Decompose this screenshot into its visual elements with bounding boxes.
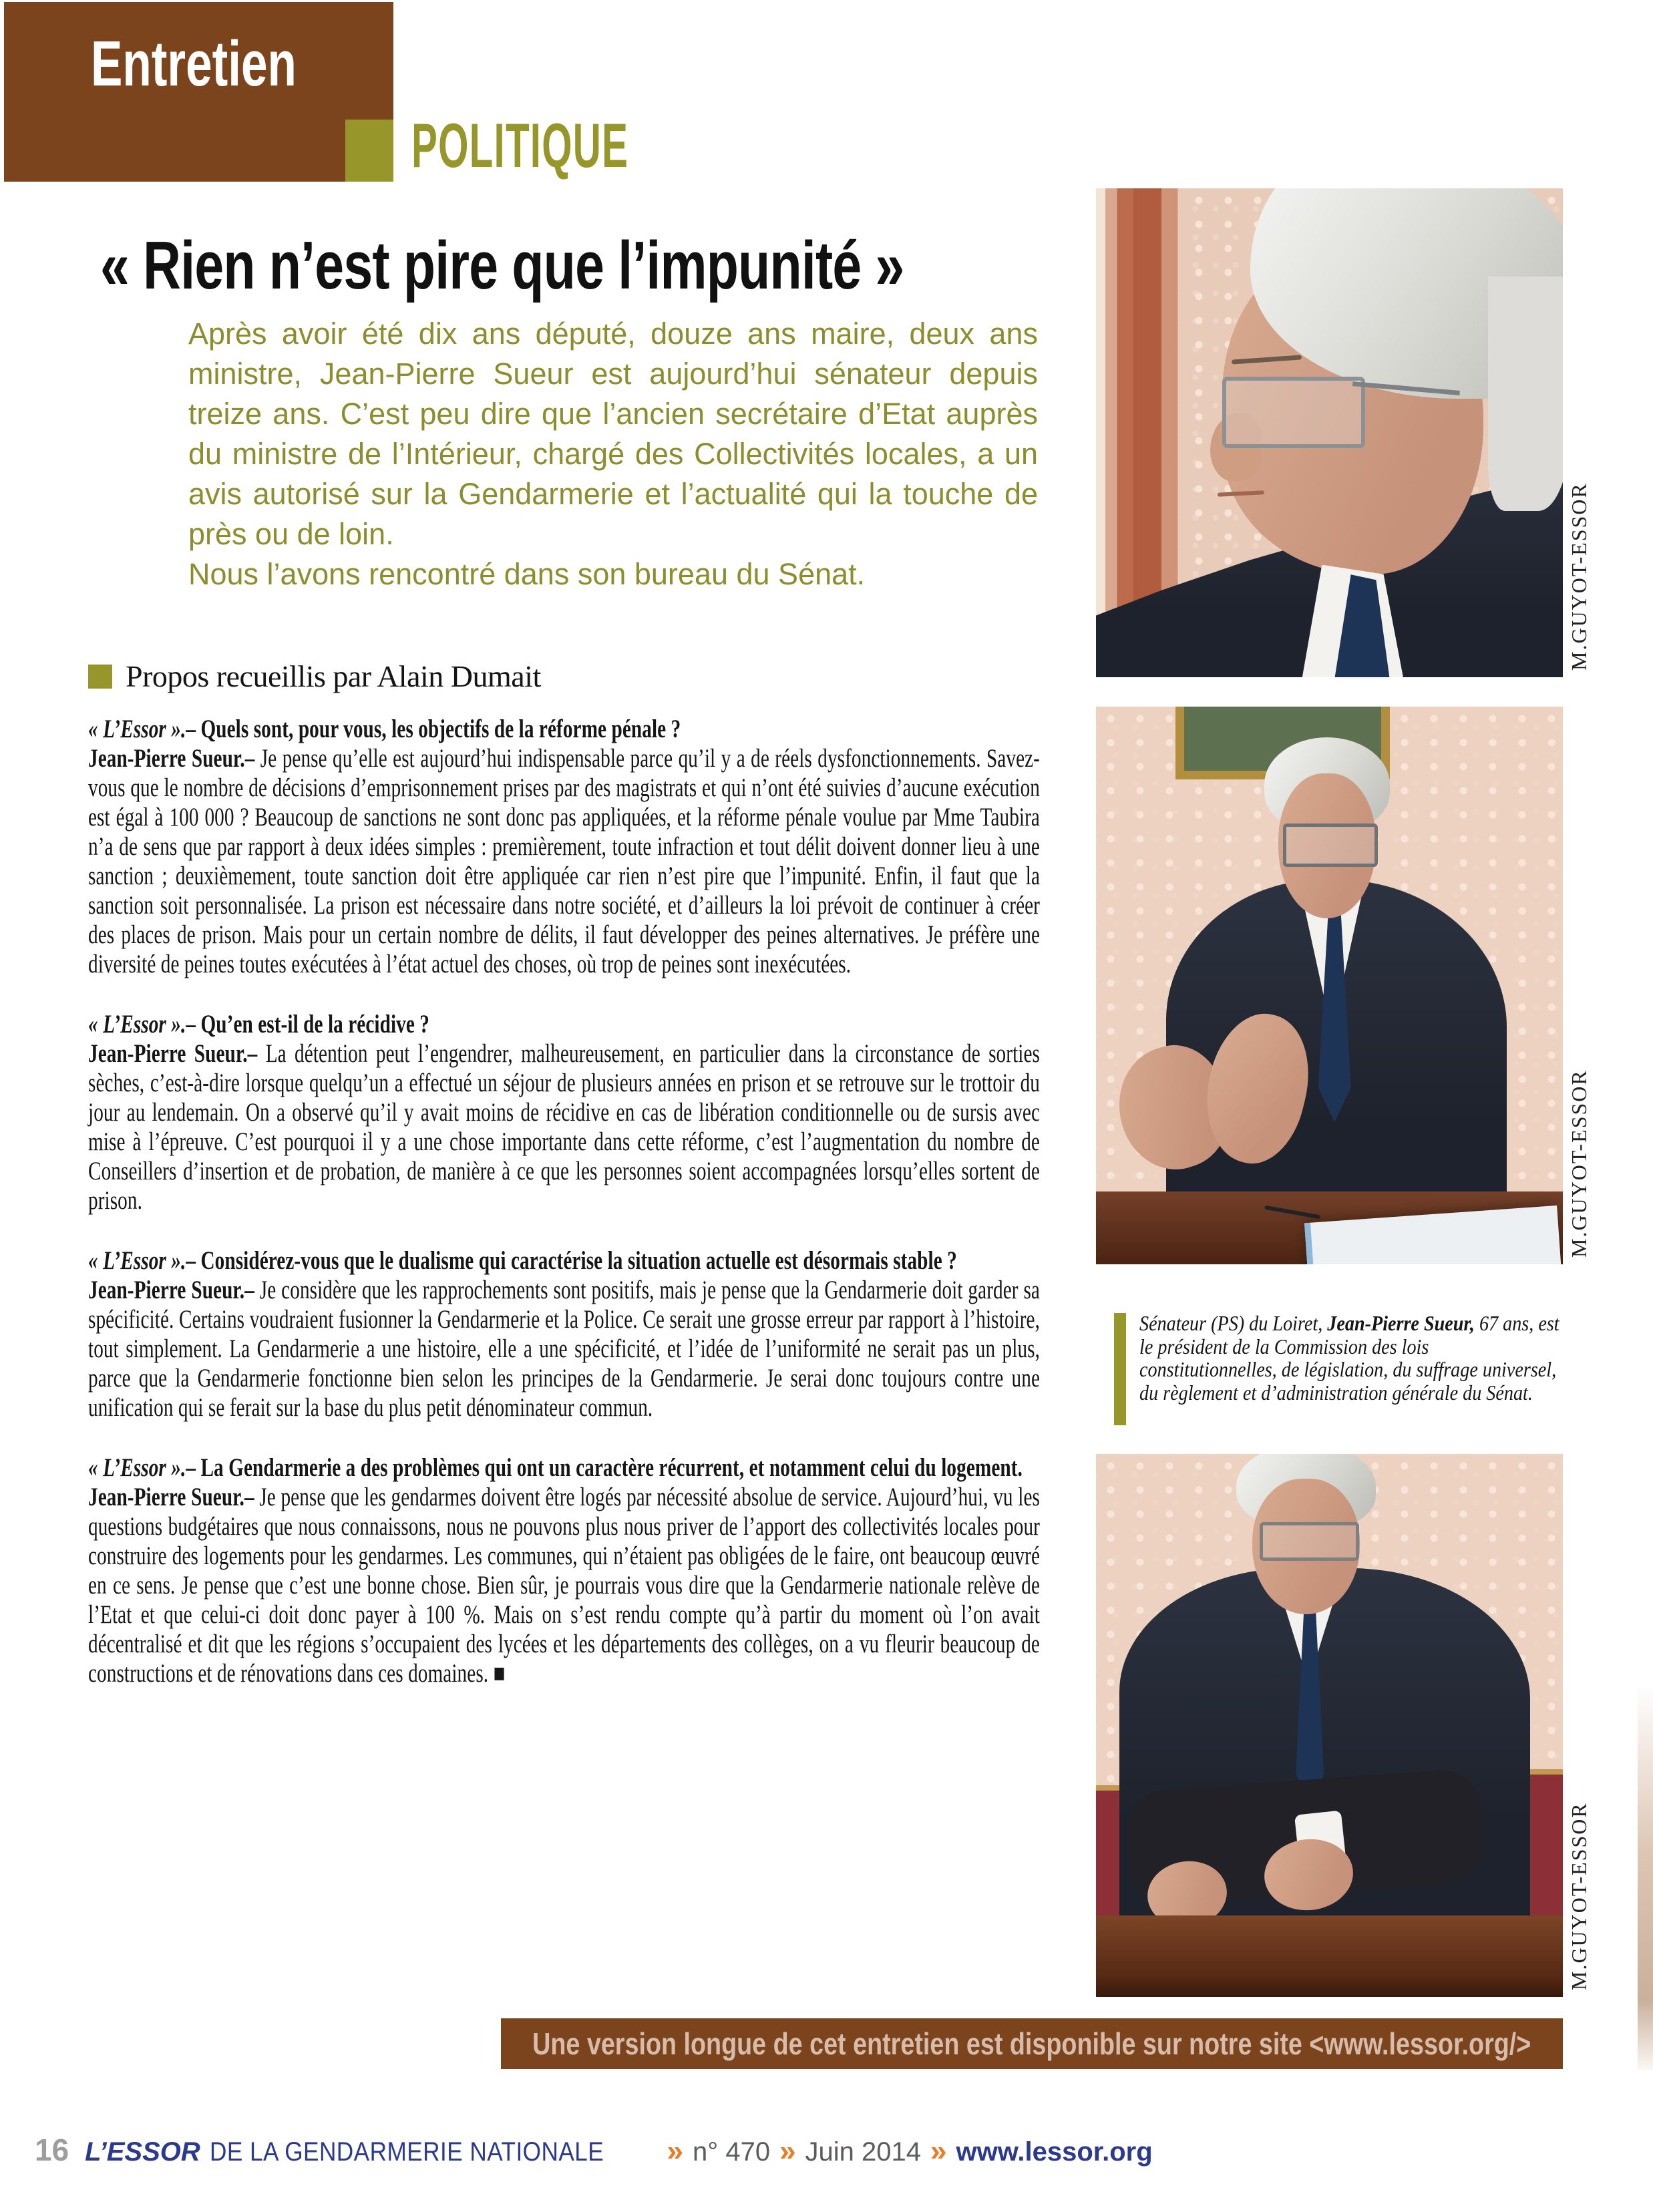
desk	[1096, 1915, 1563, 1997]
question-4: « L’Essor ».– La Gendarmerie a des problèmes qui ont un caractère récurrent, et notamment celui du logement.	[88, 1453, 1023, 1482]
question-1: « L’Essor ».– Quels sont, pour vous, les objectifs de la réforme pénale ?	[88, 715, 681, 743]
byline-square-icon	[88, 665, 112, 689]
section-label	[91, 27, 369, 101]
article-body	[88, 715, 1040, 1688]
intro-text-1: Après avoir été dix ans député, douze ans maire, deux ans ministre, Jean-Pierre Sueur est aujourd’hui sénateur depuis treize ans. C’est peu dire que l’ancien secrétaire d’Etat auprès du ministre de l’Intérieur, chargé des Collectivités locales, a un avis autorisé sur la Gendarmerie et l’actualité qui la touche de près ou de loin.	[188, 317, 1038, 551]
intro-paragraph	[188, 314, 1038, 594]
caption-accent-bar	[1114, 1313, 1126, 1425]
page-number: 16	[35, 2133, 69, 2167]
photo-gesturing-at-desk	[1096, 707, 1563, 1264]
section-label-text: Entretien	[91, 28, 297, 100]
glasses	[1283, 823, 1379, 866]
category-label	[411, 112, 762, 179]
photo-credit: M.GUYOT-ESSOR	[1567, 1069, 1591, 1258]
glasses	[1222, 377, 1366, 448]
speaker-name: Jean-Pierre Sueur.–	[88, 1039, 258, 1068]
answer-3: Jean-Pierre Sueur.– Je considère que les rapprochements sont positifs, mais je pense que la Gendarmerie doit garder sa spécificité. Certains voudraient fusionner la Gendarmerie et la Police. Ce serait une grosse erreur par rapport à l’histoire, tout simplement. La Gendarmerie a une histoire, elle a une spécificité, et l’idée de l’uniformité ne serait pas un plus, parce que la Gendarmerie fonctionne bien selon les principes de la Gendarmerie. Je serai donc toujours contre une unification qui se ferait sur la base du plus petit dénominateur commun.	[88, 1276, 1040, 1422]
speaker-name: Jean-Pierre Sueur.–	[88, 744, 255, 773]
footer-date: Juin 2014	[805, 2137, 922, 2167]
end-of-article-mark: ■	[493, 1659, 506, 1688]
photo-arms-crossed	[1096, 1454, 1563, 1997]
footer-website: www.lessor.org	[956, 2137, 1153, 2167]
category-square	[345, 120, 393, 182]
page-edge-shadow	[1638, 1683, 1653, 2070]
chevron-separator-icon: »	[779, 2135, 796, 2167]
question-2: « L’Essor ».– Qu’en est-il de la récidive ?	[88, 1010, 430, 1039]
photo-portrait-profile	[1096, 188, 1563, 677]
section-tag-box	[4, 2, 393, 182]
question-3: « L’Essor ».– Considérez-vous que le dualisme qui caractérise la situation actuelle est désormais stable ?	[88, 1246, 957, 1275]
version-banner	[501, 2018, 1563, 2069]
photo-credit: M.GUYOT-ESSOR	[1567, 482, 1591, 671]
photo-credit: M.GUYOT-ESSOR	[1567, 1802, 1591, 1990]
answer-1: Jean-Pierre Sueur.– Je pense qu’elle est aujourd’hui indispensable parce qu’il y a de réels dysfonctionnements. Savez-vous que le nombre de décisions d’emprisonnement prises par des magistrats et qui n’ont été suivies d’aucune exécution est égal à 100 000 ? Beaucoup de sanctions ne sont donc pas appliquées, et la réforme pénale voulue par Mme Taubira n’a de sens que par rapport à deux idées simples : premièrement, toute infraction et tout délit doivent donner lieu à une sanction ; deuxièmement, toute sanction doit être appliquée car rien n’est pire que l’impunité. Enfin, il faut que la sanction soit personnalisée. La prison est nécessaire dans notre société, et d’ailleurs la loi prévoit de continuer à créer des places de prison. Mais pour un certain nombre de délits, il faut développer des peines alternatives. Je préfère une diversité de peines toutes exécutées à l’état actuel des choses, où trop de peines sont inexécutées.	[88, 744, 1040, 978]
chevron-separator-icon: »	[667, 2135, 683, 2167]
footer-brand-suffix: DE LA GENDARMERIE NATIONALE	[209, 2137, 604, 2167]
footer-brand: L’ESSOR	[85, 2137, 200, 2167]
footer-issue: n° 470	[692, 2137, 771, 2167]
answer-4: Jean-Pierre Sueur.– Je pense que les gendarmes doivent être logés par nécessité absolue de service. Aujourd’hui, vu les questions budgétaires que nous connaissons, nous ne pouvons plus nous priver de l’apport des collectivités locales pour construire des logements pour les gendarmes. Les communes, qui n’étaient pas obligées de le faire, ont beaucoup œuvré en ce sens. Je pense que c’est une bonne chose. Bien sûr, je pourrais vous dire que la Gendarmerie nationale relève de l’Etat et que celui-ci doit donc payer à 100 %. Mais on s’est rendu compte qu’à partir du moment où l’on avait décentralisé et dit que les régions s’occupaient des lycées et les départements des collèges, on a vu fleurir beaucoup de constructions et de rénovations dans ces domaines. ■	[88, 1483, 1040, 1688]
speaker-name: Jean-Pierre Sueur.–	[88, 1276, 254, 1304]
speaker-name: Jean-Pierre Sueur.–	[88, 1483, 254, 1511]
intro-text-2: Nous l’avons rencontré dans son bureau du Sénat.	[188, 557, 866, 591]
article-title: « Rien n’est pire que l’impunité »	[100, 228, 904, 303]
byline-text: Propos recueillis par Alain Dumait	[126, 659, 541, 693]
page-footer	[35, 2132, 1153, 2168]
glasses	[1260, 1522, 1360, 1561]
hair-back	[1488, 276, 1563, 511]
byline	[88, 659, 541, 694]
category-label-text: POLITIQUE	[411, 110, 629, 180]
photo-caption: Sénateur (PS) du Loiret, Jean-Pierre Sueur, 67 ans, est le président de la Commission des lois constitutionnelles, de législation, du suffrage universel, du règlement et d’administration générale du Sénat.	[1139, 1311, 1559, 1405]
banner-text: Une version longue de cet entretien est disponible sur notre site <www.lessor.org/>	[532, 2026, 1531, 2061]
answer-2: Jean-Pierre Sueur.– La détention peut l’engendrer, malheureusement, en particulier dans la circonstance de sorties sèches, c’est-à-dire lorsque quelqu’un a effectué un séjour de plusieurs années en prison et se retrouve sur le trottoir du jour au lendemain. On a observé qu’il y avait moins de récidive en cas de libération conditionnelle ou de sursis avec mise à l’épreuve. C’est pourquoi il y a une chose importante dans cette réforme, c’est l’augmentation du nombre de Conseillers d’insertion et de probation, de manière à ce que les personnes soient accompagnées lorsqu’elles sortent de prison.	[88, 1039, 1040, 1215]
chevron-separator-icon: »	[930, 2135, 947, 2167]
caption-name: Jean-Pierre Sueur,	[1327, 1311, 1475, 1335]
